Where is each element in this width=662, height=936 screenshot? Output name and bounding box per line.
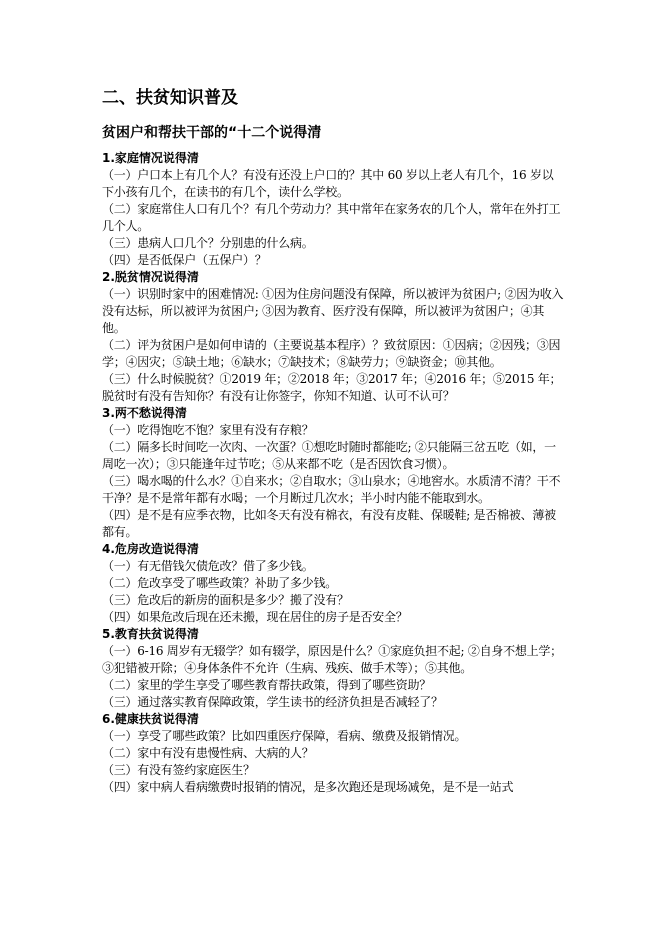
- list-item: （二）评为贫困户是如何申请的（主要说基本程序）？致贫原因：①因病；②因残；③因学；④因灾；⑤缺土地；⑥缺水；⑦缺技术；⑧缺劳力；⑨缺资金；⑩其他。: [102, 338, 561, 369]
- list-item: （三）危改后的新房的面积是多少？搬了没有？: [102, 593, 349, 607]
- section-health-aid: [102, 711, 564, 796]
- list-item: （一）户口本上有几个人？有没有还没上户口的？其中 60 岁以上老人有几个，16 岁以下小孩有几个，在读书的有几个，读什么学校。: [102, 168, 554, 199]
- list-item: （二）家中有没有患慢性病、大病的人？: [102, 746, 314, 760]
- section-two-no-worries: [102, 405, 564, 541]
- list-item: （二）隔多长时间吃一次肉、一次蛋？①想吃时随时都能吃; ②只能隔三岔五吃（如，一周吃一次）；③只能逢年过节吃；⑤从来都不吃（是否因饮食习惯）。: [102, 440, 556, 471]
- list-item: （四）是否低保户（五保户）？: [102, 253, 267, 267]
- list-item: （三）通过落实教育保障政策，学生读书的经济负担是否减轻了？: [102, 695, 443, 709]
- list-item: （四）家中病人看病缴费时报销的情况，是多次跑还是现场减免，是不是一站式: [102, 780, 514, 794]
- list-item: （一）6-16 周岁有无辍学？如有辍学，原因是什么？①家庭负担不起; ②自身不想上学；③犯错被开除；④身体条件不允许（生病、残疾、做手术等）；⑤其他。: [102, 644, 562, 675]
- section-title: 4.危房改造说得清: [102, 542, 199, 556]
- section-title: 2.脱贫情况说得清: [102, 270, 199, 284]
- list-item: （一）有无借钱欠债危改？借了多少钱。: [102, 559, 314, 573]
- section-title: 5.教育扶贫说得清: [102, 627, 199, 641]
- list-item: （四）是不是有应季衣物，比如冬天有没有棉衣，有没有皮鞋、保暖鞋; 是否棉被、薄被都有。: [102, 508, 556, 539]
- list-item: （三）喝水喝的什么水？①自来水；②自取水；③山泉水；④地窖水。水质清不清？干不干净？是不是常年都有水喝；一个月断过几次水；半小时内能不能取到水。: [102, 474, 561, 505]
- document-subheading: 贫困户和帮扶干部的“十二个说得清: [102, 125, 322, 141]
- document-content: [102, 150, 564, 796]
- section-heading: 二、扶贫知识普及: [102, 88, 238, 108]
- section-education-aid: [102, 626, 564, 711]
- list-item: （二）危改享受了哪些政策？补助了多少钱。: [102, 576, 338, 590]
- list-item: （一）吃得饱吃不饱？家里有没有存粮？: [102, 423, 314, 437]
- list-item: （三）什么时候脱贫？①2019 年；②2018 年；③2017 年；④2016 年；⑤2015 年；脱贫时有没有告知你？有没有让你签字，你知不知道、认可不认可？: [102, 372, 562, 403]
- list-item: （二）家里的学生享受了哪些教育帮扶政策，得到了哪些资助？: [102, 678, 432, 692]
- list-item: （一）享受了哪些政策？比如四重医疗保障，看病、缴费及报销情况。: [102, 729, 467, 743]
- section-housing-renovation: [102, 541, 564, 626]
- section-title: 1.家庭情况说得清: [102, 151, 199, 165]
- section-poverty-exit: [102, 269, 564, 405]
- list-item: （一）识别时家中的困难情况: ①因为住房问题没有保障，所以被评为贫困户; ②因为收入没有达标，所以被评为贫困户; ③因为教育、医疗没有保障，所以被评为贫困户；④其他。: [102, 287, 564, 335]
- list-item: （二）家庭常住人口有几个？有几个劳动力？其中常年在家务农的几个人，常年在外打工几个人。: [102, 202, 561, 233]
- list-item: （三）患病人口几个？分别患的什么病。: [102, 236, 314, 250]
- list-item: （三）有没有签约家庭医生？: [102, 763, 255, 777]
- section-family-situation: [102, 150, 564, 269]
- section-title: 3.两不愁说得清: [102, 406, 187, 420]
- list-item: （四）如果危改后现在还未搬，现在居住的房子是否安全？: [102, 610, 408, 624]
- section-title: 6.健康扶贫说得清: [102, 712, 199, 726]
